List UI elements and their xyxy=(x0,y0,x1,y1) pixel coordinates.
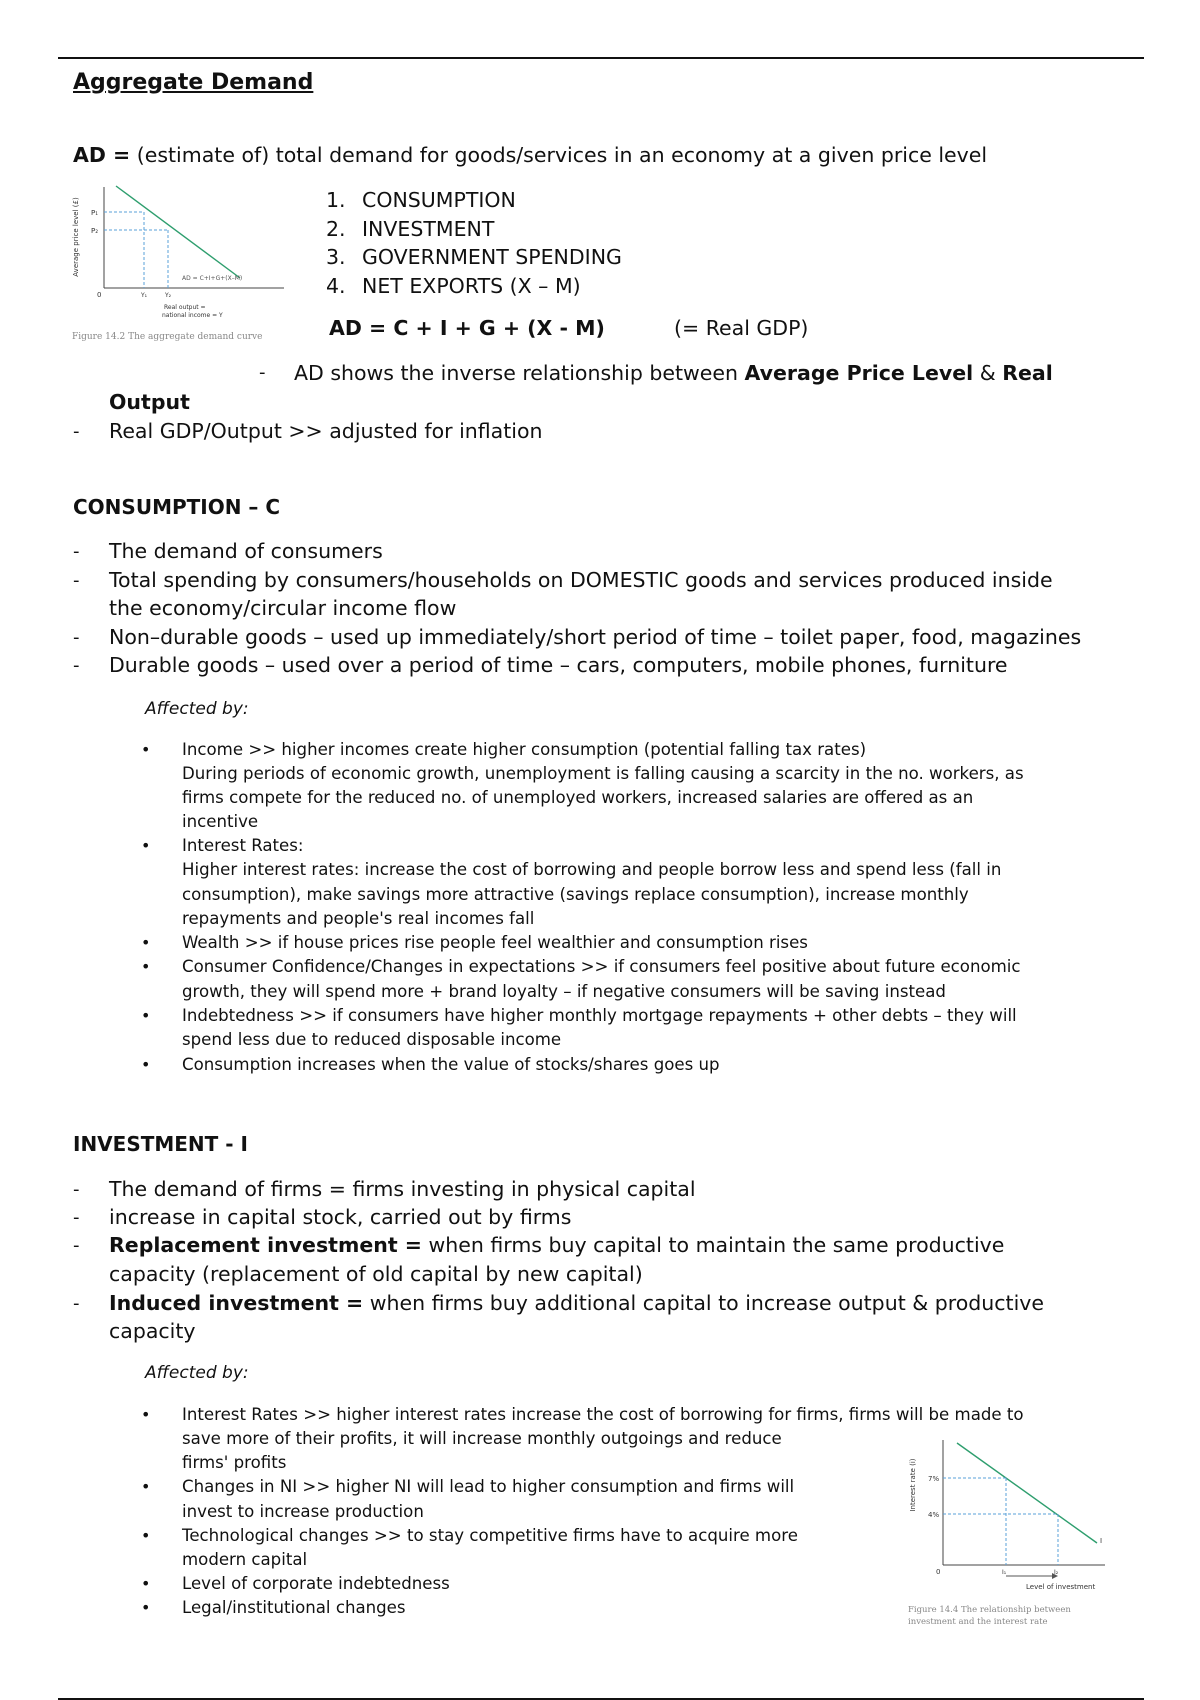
page-title: Aggregate Demand xyxy=(73,70,314,95)
list-item: Interest Rates: xyxy=(182,836,304,855)
list-item: Durable goods – used over a period of time – cars, computers, mobile phones, furniture xyxy=(109,653,1008,677)
consumption-heading: CONSUMPTION – C xyxy=(73,495,281,519)
inv-origin-label: 0 xyxy=(936,1568,941,1576)
inv-x-label: Level of investment xyxy=(1026,1583,1096,1591)
ad-curve xyxy=(116,186,240,278)
list-item: modern capital xyxy=(182,1550,308,1569)
ad-inverse-point: AD shows the inverse relationship between Average Price Level & Real xyxy=(294,361,1053,385)
ad-p1-label: P₁ xyxy=(91,209,99,217)
ad-definition-text: (estimate of) total demand for goods/services in an economy at a given price level xyxy=(130,143,988,167)
list-item: capacity xyxy=(109,1319,196,1343)
list-item: Consumption increases when the value of stocks/shares goes up xyxy=(182,1055,720,1074)
list-item: Technological changes >> to stay competitive firms have to acquire more xyxy=(182,1526,798,1545)
ad-x2-label: Y₂ xyxy=(165,292,172,299)
list-item: save more of their profits, it will increase monthly outgoings and reduce xyxy=(182,1429,782,1448)
list-item: consumption), make savings more attractive (savings replace consumption), increase monthly xyxy=(182,885,969,904)
ad-x-label-1: Real output = xyxy=(164,304,206,311)
ad-equation-note: (= Real GDP) xyxy=(674,316,809,340)
list-item: spend less due to reduced disposable income xyxy=(182,1030,562,1049)
ad-figure-caption: Figure 14.2 The aggregate demand curve xyxy=(72,332,263,342)
list-item: 3. GOVERNMENT SPENDING xyxy=(326,245,622,269)
investment-affected-label: Affected by: xyxy=(145,1363,249,1383)
list-item: During periods of economic growth, unemployment is falling causing a scarcity in the no. workers, as xyxy=(182,764,1024,783)
ad-definition-label: AD = xyxy=(73,143,131,167)
list-item: The demand of consumers xyxy=(109,539,383,563)
inv-curve xyxy=(957,1443,1097,1543)
ad-x-label-2: national income = Y xyxy=(162,312,223,319)
list-item: Income >> higher incomes create higher consumption (potential falling tax rates) xyxy=(182,740,867,759)
inv-caption-2: investment and the interest rate xyxy=(908,1617,1048,1627)
list-item: firms compete for the reduced no. of unemployed workers, increased salaries are offered as an xyxy=(182,788,974,807)
list-item: Legal/institutional changes xyxy=(182,1598,406,1617)
list-item: Indebtedness >> if consumers have higher monthly mortgage repayments + other debts – they will xyxy=(182,1006,1017,1025)
list-item: Total spending by consumers/households on DOMESTIC goods and services produced inside xyxy=(109,568,1053,592)
inv-i1-label: I₁ xyxy=(1002,1569,1007,1576)
ad-equation: AD = C + I + G + (X - M) xyxy=(329,316,605,340)
consumption-affected-label: Affected by: xyxy=(145,699,249,719)
list-item: 1. CONSUMPTION xyxy=(326,188,516,212)
list-item: repayments and people's real incomes fall xyxy=(182,909,535,928)
ad-components-list xyxy=(326,186,622,300)
list-item: the economy/circular income flow xyxy=(109,596,457,620)
ad-y-label: Average price level (£) xyxy=(72,197,80,277)
ad-origin-label: 0 xyxy=(97,291,102,299)
list-item: 2. INVESTMENT xyxy=(326,216,495,241)
list-item: Higher interest rates: increase the cost of borrowing and people borrow less and spend less (fall in xyxy=(182,860,1002,879)
ad-x1-label: Y₁ xyxy=(141,292,148,299)
ad-definition xyxy=(73,141,987,169)
list-item: 4. NET EXPORTS (X – M) xyxy=(326,273,581,298)
inv-caption-1: Figure 14.4 The relationship between xyxy=(908,1605,1071,1615)
inv-curve-label: I xyxy=(1100,1537,1103,1545)
list-item: Interest Rates >> higher interest rates increase the cost of borrowing for firms, firms will be made to xyxy=(182,1405,1024,1424)
list-item: Level of corporate indebtedness xyxy=(182,1574,450,1593)
list-item: Changes in NI >> higher NI will lead to higher consumption and firms will xyxy=(182,1477,795,1496)
ad-curve-label: AD = C+I+G+(X–M) xyxy=(182,275,243,282)
inv-r2-label: 4% xyxy=(928,1511,940,1519)
list-item: The demand of firms = firms investing in physical capital xyxy=(109,1177,696,1201)
list-item: invest to increase production xyxy=(182,1502,424,1521)
list-item: Wealth >> if house prices rise people feel wealthier and consumption rises xyxy=(182,933,808,952)
list-item: Induced investment = when firms buy additional capital to increase output & productive xyxy=(109,1291,1045,1315)
top-rule xyxy=(58,57,1144,59)
investment-interest-figure xyxy=(900,1435,1110,1635)
real-gdp-point: Real GDP/Output >> adjusted for inflation xyxy=(109,419,543,443)
investment-heading: INVESTMENT - I xyxy=(73,1132,248,1156)
inv-r1-label: 7% xyxy=(928,1475,940,1483)
list-item: capacity (replacement of old capital by new capital) xyxy=(109,1262,643,1286)
ad-p2-label: P₂ xyxy=(91,227,99,235)
inv-y-label: Interest rate (i) xyxy=(909,1458,917,1512)
list-item: increase in capital stock, carried out by firms xyxy=(109,1205,572,1229)
list-item: growth, they will spend more + brand loyalty – if negative consumers will be saving instead xyxy=(182,982,946,1001)
inv-i2-label: I₂ xyxy=(1054,1569,1059,1576)
list-item: firms' profits xyxy=(182,1453,287,1472)
list-item: Non–durable goods – used up immediately/short period of time – toilet paper, food, magazines xyxy=(109,625,1082,649)
list-item: incentive xyxy=(182,812,259,831)
list-item: Consumer Confidence/Changes in expectations >> if consumers feel positive about future economic xyxy=(182,957,1021,976)
ad-curve-figure xyxy=(64,182,284,344)
list-item: Replacement investment = when firms buy capital to maintain the same productive xyxy=(109,1233,1005,1257)
ad-inverse-point-cont: Output xyxy=(109,390,190,414)
